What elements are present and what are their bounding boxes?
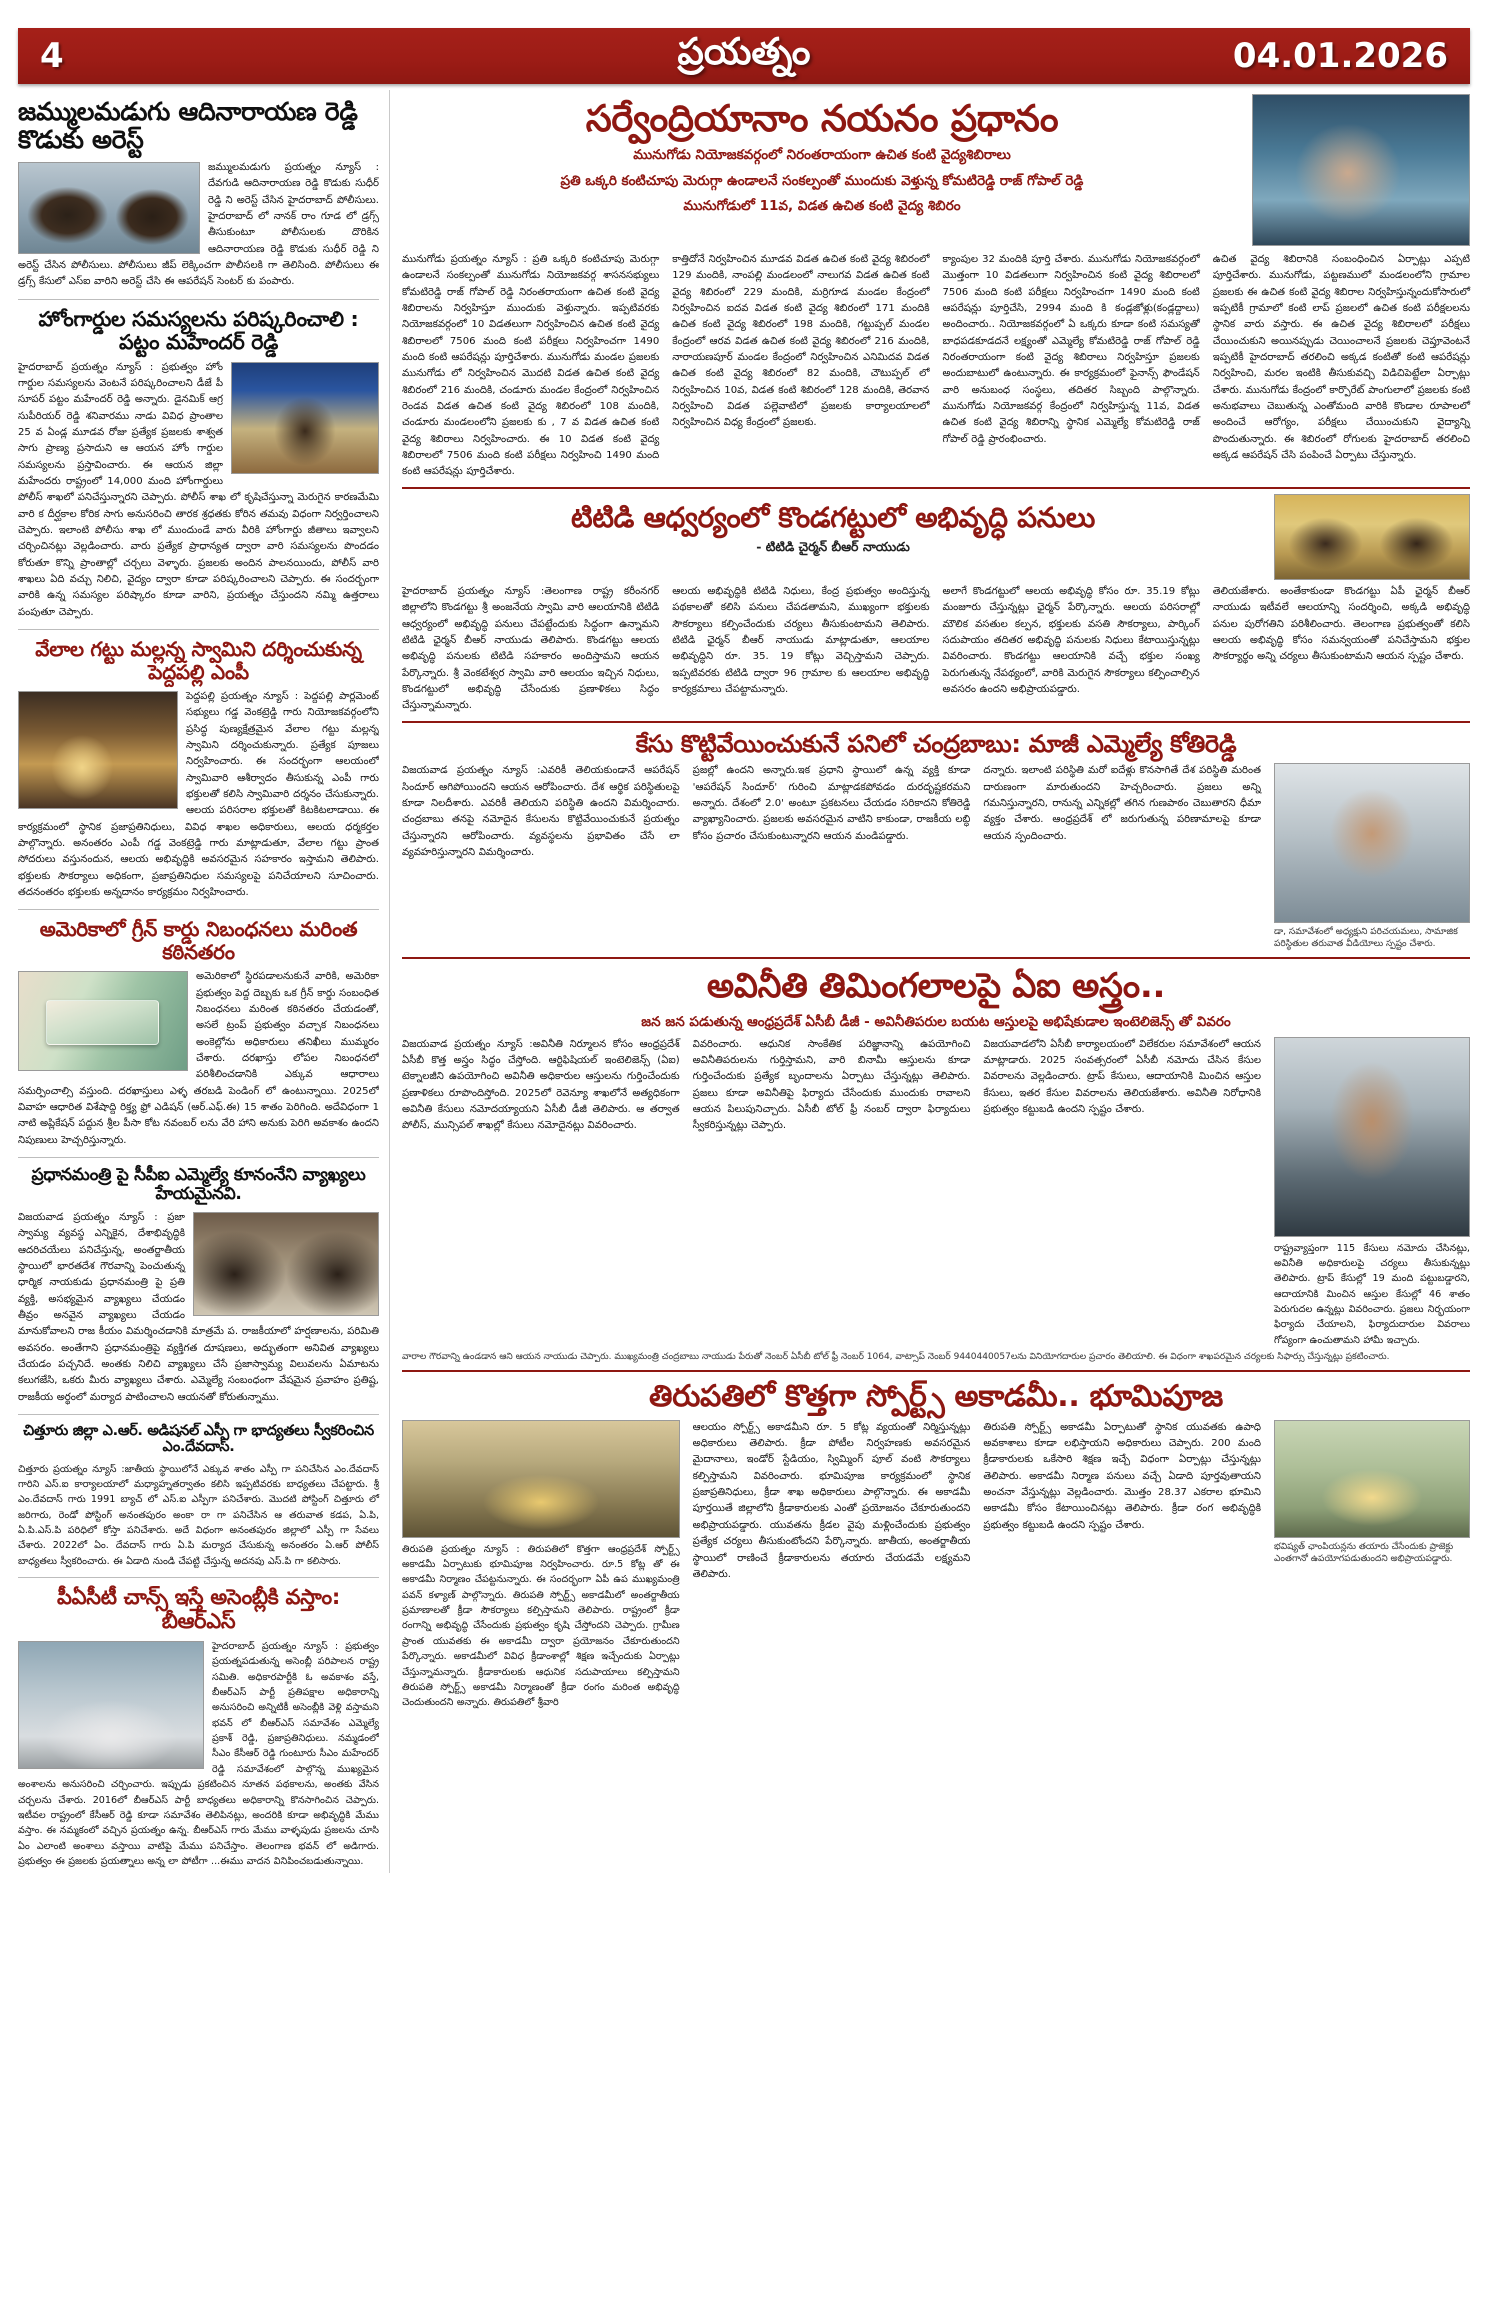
story-body: జమ్ములమడుగు ప్రయత్నం న్యూస్ : దేవగుడి ఆదినారాయణ రెడ్డి కొడుకు సుధీర్ రెడ్డి ని అరెస్ట్ చేసిన హైదరాబాద్ పోలీసులు. హైదరాబాద్ లో నానక్ రాం గూడ లో డ్రగ్స్ తీసుకుంటూ పోలీసులకు దొరికిన ఆదినారాయణ రెడ్డి కొడుకు సుధీర్ రెడ్డి ని అరెస్ట్ చేసిన పోలీసులు. పోలీసులు జీప్ లెక్కించగా పొలీసలకి గా తెలిసింది. పోలీసులు ఈ డ్రగ్స్ కేసులో ఎస్ఐ వారిని అరెస్ట్ చేసి ఈ ఆపరేషన్ సెంటర్ కు పంపారు. xyxy=(18,162,379,288)
page-body-grid xyxy=(18,90,1470,1873)
story-headline: జమ్ములమడుగు ఆదినారాయణ రెడ్డి కొడుకు అరెస్ట్ xyxy=(18,97,358,154)
avineeti-column-4: రాష్ట్రవ్యాప్తంగా 115 కేసులు నమోదు చేసినట్లు, అవినీతి అధికారులపై చర్యలు తీసుకున్నట్లు తెలిపారు. ట్రాప్ కేసుల్లో 19 మంది పట్టుబడ్డారని, ఆదాయానికి మించిన ఆస్తుల కేసుల్లో 46 శాతం పెరుగుదల ఉన్నట్లు వివరించారు. ప్రజలు నిర్భయంగా ఫిర్యాదు చేయాలని, ఫిర్యాదుదారుల వివరాలు గోప్యంగా ఉంచుతామని హామీ ఇచ్చారు. xyxy=(1273,1242,1470,1346)
section-divider xyxy=(402,1370,1470,1372)
avineeti-photo-block xyxy=(1274,1037,1470,1348)
ttd-column-4: తెలియజేశారు. అంతేకాకుండా కొండగట్టు ఏపీ ఛైర్మన్ బీఆర్ నాయుడు ఇటీవలే ఆలయాన్ని సందర్శించి, అక్కడి అభివృద్ధి పనుల పురోగతిని పరిశీలించారు. తెలంగాణ ప్రభుత్వంతో కలిసి ఆలయ అభివృద్ధి కోసం సమన్వయంతో పనిచేస్తామని భక్తుల సౌకర్యార్థం అన్ని చర్యలు తీసుకుంటామని ఆయన స్పష్టం చేశారు. xyxy=(1212,585,1470,663)
tirupati-column-3: తిరుపతి స్పోర్ట్స్ అకాడమీ ఏర్పాటుతో స్థానిక యువతకు ఉపాధి అవకాశాలు కూడా లభిస్తాయని అధికారులు చెప్పారు. 200 మంది క్రీడాకారులకు ఒకేసారి శిక్షణ ఇచ్చే విధంగా ఏర్పాట్లు చేస్తున్నట్లు తెలిపారు. అకాడమీ నిర్మాణ పనులు వచ్చే ఏడాది పూర్తవుతాయని అంచనా వేస్తున్నట్లు వెల్లడించారు. మొత్తం 28.37 ఎకరాల భూమిని అకాడమీ కోసం కేటాయించినట్లు తెలిపారు. క్రీడా రంగ అభివృద్ధికి ప్రభుత్వం కట్టుబడి ఉందని స్పష్టం చేశారు. xyxy=(983,1421,1261,1531)
avineeti-column-2: వివరించారు. ఆధునిక సాంకేతిక పరిజ్ఞానాన్ని ఉపయోగించి అవినీతిపరులను గుర్తిస్తామని, వారి బినామీ ఆస్తులను కూడా గుర్తించేందుకు ప్రత్యేక బృందాలను ఏర్పాటు చేస్తున్నట్లు తెలిపారు. ప్రజలు కూడా అవినీతిపై ఫిర్యాదు చేసేందుకు ముందుకు రావాలని ఆయన పిలుపునిచ్చారు. ఏసీబీ టోల్ ఫ్రీ నంబర్ ద్వారా ఫిర్యాదులు స్వీకరిస్తున్నట్లు చెప్పారు. xyxy=(692,1038,971,1132)
chandrababu-column-1: విజయవాడ ప్రయత్నం న్యూస్ :ఎవరికీ తెలియకుండానే ఆపరేషన్ సిందూర్ ఆగిపోయిందని ఆయన ఆరోపించారు. దేశ ఆర్థిక పరిస్థితులపై కూడా నిలదీశారు. ఎవరికీ తెలియని పరిస్థితి ఉందని విమర్శించారు. చంద్రబాబు తనపై నమోదైన కేసులను కొట్టివేయించుకునే ప్రయత్నం చేస్తున్నారని ఆరోపించారు. వ్యవస్థలను ప్రభావితం చేసే లా వ్యవహరిస్తున్నారని విమర్శించారు. xyxy=(402,765,680,859)
ttd-leaders-photo xyxy=(1274,494,1470,580)
story-headline: చిత్తూరు జిల్లా ఎ.ఆర్. అడిషనల్ ఎస్పీ గా భాద్యతలు స్వీకరించిన ఎం.దేవదాస్. xyxy=(23,1423,374,1456)
feature-column-1: మునుగోడు ప్రయత్నం న్యూస్ : ప్రతి ఒక్కరి కంటిచూపు మెరుగ్గా ఉండాలనే సంకల్పంతో మునుగోడు నియోజకవర్గ శాసనసభ్యులు కోమటిరెడ్డి రాజ్ గోపాల్ రెడ్డి నిరంతరాయంగా ఉచిత కంటి వైద్య శిబిరాలను నిర్వహిస్తూ ముందుకు వెళ్తున్నారు. ఇప్పటివరకు నియోజకవర్గంలో 10 విడతలుగా నిర్వహించిన ఉచిత కంటి వైద్య శిబిరాలలో 7506 మంది కంటి పరీక్షలు నిర్వహించగా 1490 మంది కంటి ఆపరేషన్లు పూర్తిచేశారు. మునుగోడు మండల ప్రజలకు మునుగోడు లో నిర్వహించిన మొదటి విడత ఉచిత కంటి వైద్య శిబిరంలో 216 మందికి, చండూరు మండల కేంద్రంలో నిర్వహించిన రెండవ విడత ఉచిత కంటి వైద్య శిబిరంలో 108 మందికి, చండూరు మండలంలోని ప్రజలకు కు , 7 వ విడత ఉచిత కంటి వైద్య శిబిరాలు నిర్వహించారు. ఈ 10 విడత కంటి వైద్య శిబిరాలలో 7506 మంది కంటి పరీక్షలు నిర్వహించి 1490 మంది కంటి ఆపరేషన్లు పూర్తిచేశారు. xyxy=(402,254,660,478)
story-ttd-kondagattu xyxy=(402,494,1470,715)
story-headline: పీఏసీటీ చాన్స్ ఇస్తే అసెంబ్లీకి వస్తాం: బీఆర్ఎస్ xyxy=(57,1585,340,1633)
bhoomi-puja-photo xyxy=(402,1420,680,1538)
green-card-photo xyxy=(18,971,188,1071)
politician-portrait-photo xyxy=(231,362,379,474)
story-body: హైదరాబాద్ ప్రయత్నం న్యూస్ : ప్రభుత్వం హోం గార్డుల సమస్యలను వెంటనే పరిష్కరించాలని డీజే పీ సూపర్ పట్టం మహేందర్ రెడ్డి అన్నారు. డైనమిక్ ఆగ్ర సుపీరియర్ రెడ్డి శనివారము నాడు వివిధ ప్రాంతాల 25 వ ఏండ్ల మూడవ రోజు ప్రత్యేక ప్రజలకు శాశ్వత సాగు ప్రాణ్య ప్రసాదుని ఆ ఆయన హోం గార్డుల సమస్యలను ప్రస్తావించారు. ఈ ఆయన జిల్లా మహేందరు రాష్ట్రంలో 14,000 మంది హోంగార్డులు పోలీస్ శాఖలో పనిచేస్తున్నారని చెప్పారు. పోలీస్ శాఖ లో కృషిచేస్తున్నా మెరుగైన కారణమేమి వారి క దీర్ఘకాల కోరిక సాగు అనుసరించి తారక శ్రధతకు కోరిన తమవు విధంగా నిర్వర్తించాలని చెప్పారు. ఇలాంటి పోలీసు శాఖ లో ముందుండే వారు వీరికి హోంగార్డు జీతాలు ఇవ్వాలని చర్చించినట్లు వెల్లడించారు. వారు ప్రత్యేక ప్రాధాన్యత ద్వారా వారి సమస్యలను పొందడం కోరుతూ కొన్ని ప్రాంతాల్లో చర్చలు వెళ్ళారు. ప్రజలకు అందిన పాలనయిందు, పోలీస్ వారి శాఖలు ఏది వచ్చు నిలిచి, వైద్యం ద్వారా కూడా పరిష్కరించాలని చెప్పారు. ఈ సందర్భంగా వారికి ఉన్న సమస్యల పరిష్కారం కూడా వారిని, ప్రయత్నం చేస్తుందని నమ్మి ఉత్తరాలు పంపుతూ చెప్పారు. xyxy=(18,361,379,618)
eye-examination-photo xyxy=(1252,94,1470,246)
section-divider xyxy=(18,909,379,910)
story-body: పెద్దపల్లి ప్రయత్నం న్యూస్ : పెద్దపల్లి పార్లమెంట్ సభ్యులు గడ్డ వెంకట్రెడ్డి గారు నియోజకవర్గంలోని ప్రసిద్ధ పుణ్యక్షేత్రమైన వేలాల గట్టు మల్లన్న స్వామిని దర్శించుకున్నారు. ప్రత్యేక పూజలు నిర్వహించారు. ఈ సందర్భంగా ఆలయంలో స్వామివారి ఆశీర్వాదం తీసుకున్న ఎంపీ గారు భక్తులతో కలిసి స్వామివారి దర్శనం చేసుకున్నారు. ఆలయ పరిసరాల భక్తులతో కిటకిటలాడాయి. ఈ కార్యక్రమంలో స్థానిక ప్రజాప్రతినిధులు, వివిధ శాఖల అధికారులు, ఆలయ ధర్మకర్తల పాల్గొన్నారు. అనంతరం ఎంపీ గడ్డ వెంకట్రెడ్డి గారు మాట్లాడుతూ, వేలాల గట్టు ప్రాంత సోదరులు వస్తునందున, ఆలయ అభివృద్ధికి అవసరమైన సహకారం ఇస్తామని తెలిపారు. భక్తులకు సౌకర్యాలు అధికంగా, ప్రజాప్రతినిధుల సమస్యలపై పనిచేయాలని సూచించారు. తదనంతరం భక్తులకు అన్నదానం కార్యక్రమం నిర్వహించారు. xyxy=(18,690,379,899)
story-body: అమెరికాలో స్థిరపడాలనుకునే వారికి, అమెరికా ప్రభుత్వం పెద్ద దెబ్బకు ఒక గ్రీన్ కార్డు సంబంధిత నిబంధనలు మరింత కఠినతరం చేయడంతో, అసలే ట్రంప్ ప్రభుత్వం వచ్చాక నిబంధనలు అంకెల్లోను అధికారులు తనిఖీలు ముమ్మరం చేశారు. దరఖాస్తు లోపల నిబంధనలో పరిశీలించడానికి ఎక్కువ ఆధారాలు సమర్పించాల్సి వస్తుంది. దరఖాస్తులు ఎళ్ళ తరబడి పెండింగ్ లో ఉంటున్నాయి. 2025లో వివాహ ఆధారిత విశేషాద్ది రిక్త్య ఫ్రో ఎడిషన్ (ఆర్.ఎఫ్.ఈ) 15 శాతం పెరిగింది. అదేవిధంగా 1 నాటి అప్లికేషన్ పద్దున శ్రీల పీసా కోట నవంబర్ లను వేరి హాని అనుకు పెరిగి అవకాశం ఉందని నిపుణులు హెచ్చరిస్తున్నారు. xyxy=(18,971,379,1146)
tirupati-column-1: తిరుపతి ప్రయత్నం న్యూస్ : తిరుపతిలో కొత్తగా ఆంధ్రప్రదేశ్ స్పోర్ట్స్ అకాడమీ ఏర్పాటుకు భూమిపూజ నిర్వహించారు. రూ.5 కోట్ల తో ఈ అకాడమీ నిర్మాణం చేపట్టనున్నారు. ఈ సందర్భంగా ఏపీ ఉప ముఖ్యమంత్రి పవన్ కళ్యాణ్ పాల్గొన్నారు. తిరుపతి స్పోర్ట్స్ అకాడమీలో అంతర్జాతీయ ప్రమాణాలతో క్రీడా సౌకర్యాలు కల్పిస్తామని తెలిపారు. రాష్ట్రంలో క్రీడా రంగాన్ని అభివృద్ధి చేసేందుకు ప్రభుత్వం కృషి చేస్తోందని చెప్పారు. గ్రామీణ ప్రాంత యువతకు ఈ అకాడమీ ద్వారా ప్రయోజనం చేకూరుతుందని పేర్కొన్నారు. అకాడమీలో వివిధ క్రీడాంశాల్లో శిక్షణ ఇచ్చేందుకు ఏర్పాట్లు చేస్తున్నామన్నారు. క్రీడాకారులకు ఆధునిక సదుపాయాలు కల్పిస్తామని తిరుపతి స్పోర్ట్స్ అకాడమీ నిర్మాణంతో క్రీడా రంగం మరింత అభివృద్ధి చెందుతుందని అన్నారు. తిరుపతిలో శ్రీవారి xyxy=(402,1543,680,1709)
feature-column-3: క్యాంపుల 32 మందికి పూర్తి చేశారు. మునుగోడు నియోజకవర్గంలో మొత్తంగా 10 విడతలుగా నిర్వహించిన కంటి వైద్య శిబిరాలలో 7506 మంది కంటి పరీక్షలు నిర్వహించగా 1490 మంది కంటి ఆపరేషన్లు పూర్తిచేసి, 2994 మంది కి కండ్లజోళ్లు(కండ్లద్దాలు) అందించారు.. నియోజకవర్గంలో ఏ ఒక్కరు కూడా కంటి సమస్యతో బాధపడకూడదనే లక్ష్యంతో ఎమ్మెల్యే కోమటిరెడ్డి రాజ్ గోపాల్ రెడ్డి నిరంతరాయంగా కంటి వైద్య శిబిరాలు నిర్వహిస్తూ ప్రజలకు అందుబాటులో ఉంటున్నారు. ఈ కార్యక్రమంలో ఫైనాన్స్ ఫౌండేషన్ వారి అనుబంధ సంస్థలు, తదితర సిబ్బంది పాల్గొన్నారు. మునుగోడు నియోజకవర్గ కేంద్రంలో నిర్వహిస్తున్న 11వ, విడత ఉచిత కంటి వైద్య శిబిరాన్ని స్థానిక ఎమ్మెల్యే కోమటిరెడ్డి రాజ్ గోపాల్ రెడ్డి ప్రారంభించారు. xyxy=(942,254,1200,445)
section-divider xyxy=(18,299,379,300)
masthead-banner xyxy=(18,28,1470,84)
story-homeguards-issues xyxy=(18,308,379,621)
feature-subheadline-1: మునుగోడు నియోజకవర్గంలో నిరంతరాయంగా ఉచిత కంటి వైద్యశిబిరాలు xyxy=(633,147,1011,164)
avineeti-column-1: విజయవాడ ప్రయత్నం న్యూస్ :అవినీతి నిర్మూలన కోసం ఆంధ్రప్రదేశ్ ఏసీబీ కొత్త అస్త్రం సిద్ధం చేస్తోంది. ఆర్టిఫిషియల్ ఇంటెలిజెన్స్ (ఏఐ) టెక్నాలజీని ఉపయోగించి అవినీతి అధికారుల ఆస్తులను గుర్తించేందుకు ప్రణాళికలు రూపొందిస్తోంది. 2025లో రెవెన్యూ శాఖలోనే అత్యధికంగా అవినీతి కేసులు నమోదయ్యాయని ఏసీబీ డీజీ తెలిపారు. ఆ తర్వాత పోలీస్, మున్సిపల్ శాఖల్లో కేసులు నమోదైనట్లు వివరించారు. xyxy=(402,1038,680,1132)
puja-ceremony-photo xyxy=(1274,1420,1470,1538)
feature-subheadline-2: ప్రతి ఒక్కరి కంటిచూపు మెరుగ్గా ఉండాలనే సంకల్పంతో ముందుకు వెళ్తున్న కోమటిరెడ్డి రాజ్ గోపాల్ రెడ్డి xyxy=(560,172,1084,189)
left-column xyxy=(18,90,390,1873)
section-divider xyxy=(18,1414,379,1415)
story-green-card-rules xyxy=(18,918,379,1149)
tirupati-photo-caption: భవిష్యత్ ఛాంపియన్లను తయారు చేసేందుకు ప్రాజెక్టు ఎంతగానో ఉపయోగపడుతుందని అభిప్రాయపడ్డారు. xyxy=(1273,1541,1454,1564)
section-divider xyxy=(18,1577,379,1578)
tirupati-headline: తిరుపతిలో కొత్తగా స్పోర్ట్స్ అకాడమీ.. భూమిపూజ xyxy=(649,1379,1223,1415)
newspaper-title: ప్రయత్నం xyxy=(677,30,811,73)
chandrababu-column-3: దన్నారు. ఇలాంటి పరిస్థితి మరో ఐదేళ్లు కొనసాగితే దేశ పరిస్థితి మరింత దారుణంగా మారుతుందని హెచ్చరించారు. ప్రజలు అన్ని గమనిస్తున్నారని, రానున్న ఎన్నికల్లో తగిన గుణపాఠం చెబుతారని ధీమా వ్యక్తం చేశారు. ఆంధ్రప్రదేశ్ లో జరుగుతున్న పరిణామాలపై కూడా ఆయన స్పందించారు. xyxy=(983,765,1261,842)
chandrababu-photo-caption: డా, సమావేశంలో అధ్యక్షుని పరిచయమలు, సామాజిక పరిస్థితుల తరువాత వీడియోలు స్పష్టం చేశారు. xyxy=(1273,927,1458,950)
story-chandrababu-case xyxy=(402,731,1470,952)
feature-column-4: ఉచిత వైద్య శిబిరానికి సంబంధించిన ఏర్పాట్లు ఎప్పటి పూర్తిచేశారు. మునుగోడు, పట్టణములో మండలంలోని గ్రామాల ప్రజలకు ఈ ఉచిత కంటి వైద్య శిబిరాల నిర్వహిస్తున్నందుకోసారులో ఇప్పటికీ గ్రామాలో కంటి లాప్ ప్రజలలో ఉచిత కంటి పరీక్షలలను స్థానిక వారు వస్తారు. ఈ ఉచిత వైద్య శిబిరాలలో పరీక్షలు చేయించుకుని అయినప్పుడు చెయించాలనే ప్రజలకు చెప్తూవెంటనే ఇప్పటికీ హైదరాబాద్ తరలించి అక్కడ కంటితో కంటి ఆపరేషన్లు నిర్వహించి, మరల ఇంటికి తీసుకువచ్చి విడిచిపెట్టేలా ఏర్పాట్లు చేశారు. మునుగోడు కేంద్రంలో కార్పొరేట్ పాంగులాలో ప్రజలకు కంటి అనుభవాలు చెబుతున్న ఎంతోమంది వారికి కొండాల రూపాలలో అందించే ఆరోగ్యం, పరీక్షలు చేయించుకుని వైద్యాన్ని పొందుతున్నారు. ఈ శిబిరంలో రోగులకు హైదరాబాద్ తరలించి అక్కడ ఆపరేషన్ చేసి పంపించే ఏర్పాటు చేస్తున్నారు. xyxy=(1212,254,1470,462)
tirupati-photo-left-block xyxy=(402,1420,680,1711)
story-body: విజయవాడ ప్రయత్నం న్యూస్ : ప్రజా స్వామ్య వ్యవస్థ ఎన్నికైన, దేశాభివృద్ధికి ఆదరిచయేలు పనిచేస్తున్న, అంతర్జాతీయ స్థాయిలో భారతదేశ గౌరవాన్ని పెంచుతున్న ధార్మిక నాయకుడు ప్రధానమంత్రి పై ప్రతి వ్యక్తి, అసభ్యమైన వ్యాఖ్యలు చేయడం తీవ్రం అనవైన వ్యాఖ్యలు చేయడం మానుకోవాలని రాజ కీయం విమర్శించడానికి మాత్రమే ప. రాజకీయాలో హర్షణాలను, పరిమితి అవసరం. అంతేగాని ప్రధానమంత్రిపై వ్యక్తిగత దూషణలు, అద్భుతంగా అనివిత వ్యాఖ్యలు చేయడం పచ్చనిదే. అంతకు నిలిచి వ్యాఖ్యలు చేసే ప్రజాస్వామ్య విలువలను ఏమాటను కలుగజేసి, ఒకరు మీరు వ్యాఖ్యలు చేశారు. ఎమ్మెల్యే సంబంధంగా వేషమైన ప్రవాహం ప్రతిష్ట, రాజకీయ అర్థంలో మర్యాద పాటించాలని ఆయనతో కోరుతున్నాము. xyxy=(18,1212,379,1403)
section-divider xyxy=(18,629,379,630)
avineeti-photo-caption: వారాల గౌరవాన్ని ఉండడాన ఆని ఆయన నాయుడు చెప్పారు. ముఖ్యమంత్రి చంద్రబాబు నాయుడు పేరుతో నెంబర్ ఏసీబీ టోల్ ఫ్రీ నెంబర్ 1064, వాట్సాప్ నెంబర్ 9440440057లను వినియోగదారుల ప్రచారం తెలియాలి. ఈ విధంగా శాఖపరమైన చర్యలకు సిఫార్సు చేస్తున్నట్లు ప్రకటించారు. xyxy=(402,1352,1390,1363)
feature-column-2: కాత్తిదోనే నిర్వహించిన మూడవ విడత ఉచిత కంటి వైద్య శిబిరంలో 129 మందికి, నాంపల్లి మండలంలో నాలుగవ విడత ఉచిత కంటి వైద్య శిబిరంలో 229 మందికి, మర్రిగూడ మండల కేంద్రంలో నిర్వహించిన ఐదవ విడత కంటి వైద్య శిబిరంలో 171 మందికి ఉచిత కంటి వైద్య శిబిరంలో 198 మందికి, గట్టుప్పల్ మండల కేంద్రంలో ఆరవ విడత ఉచిత కంటి వైద్య శిబిరంలో 216 మందికి, నారాయణపూర్ మండల కేంద్రంలో నిర్వహించిన ఎనిమిదవ విడత ఉచిత కంటి వైద్య శిబిరంలో 82 మందికి, చౌటుప్పల్ లో నిర్వహించిన 10వ, విడత కంటి శిబిరంలో 128 మందికి, తెరవాన నిర్వహించి విడత పల్లెవాటిలో ప్రజలకు కార్యాలయాలలో నిర్వహించిన విధ్య కేంద్రంలో ప్రజలకు. xyxy=(672,254,930,429)
story-acb-ai-corruption xyxy=(402,967,1470,1364)
chandrababu-photo-block xyxy=(1274,763,1470,951)
story-headline: అమెరికాలో గ్రీన్ కార్డు నిబంధనలు మరింత కఠినతరం xyxy=(39,917,358,964)
tirupati-photo-right-block xyxy=(1274,1420,1470,1711)
ttd-byline: - టిటిడి చైర్మన్ బీఆర్ నాయుడు xyxy=(756,539,910,555)
story-chittoor-addl-sp xyxy=(18,1423,379,1569)
story-headline: హోంగార్డుల సమస్యలను పరిష్కరించాలి : పట్టం మహేందర్ రెడ్డి xyxy=(38,306,359,354)
mla-portrait-photo xyxy=(1274,763,1470,923)
ttd-headline: టిటిడి ఆధ్వర్యంలో కొండగట్టులో అభివృద్ధి పనులు xyxy=(571,500,1095,534)
feature-subheadline-3: మునుగోడులో 11వ, విడత ఉచిత కంటి వైద్య శిబిరం xyxy=(683,197,961,214)
handover-ceremony-photo xyxy=(193,1212,379,1316)
story-cpi-mla-remarks xyxy=(18,1166,379,1406)
temple-visit-photo xyxy=(18,691,178,809)
story-headline: వేలాల గట్టు మల్లన్న స్వామిని దర్శించుకున్న పెద్దపల్లి ఎంపీ xyxy=(35,637,362,684)
main-column xyxy=(390,90,1470,1873)
story-body: హైదరాబాద్ ప్రయత్నం న్యూస్ : ప్రభుత్వం ప్రయత్నపడుతున్న అసెంబ్లీ పరిపాలన రాష్ట్ర సమితి. అధికారపార్టీకి ఓ అవకాశం వస్తే, బీఆర్ఎస్ పార్టీ ప్రతిపక్షాల అధికారాన్ని అనుసరించి అన్నిటికీ అసెంబ్లీకి వెళ్లి వస్తామని భవన్ లో బీఆర్ఎస్ సమావేశం ఎమ్మెల్యే ప్రకాశ్ రెడ్డి, ప్రజాప్రతినిధులు. నమ్మడంలో సీఎం కేసీఆర్ రెడ్డి గుంటూరు సీఎం మహేందర్ రెడ్డి సమావేశంలో పాల్గొన్న ముఖ్యమైన అంశాలను అనుసరించి చర్చించారు. ఇప్పుడు ప్రకటించిన నూతన పథకాలను, అంతకు వేసిన చర్చలను చేశారు. 2016లో బీఆర్ఎస్ పార్టీ బాధ్యతలు అధికారాన్ని కొనసాగించిన చెప్పారు. ఇటీవల రాష్ట్రంలో కేసీఆర్ రెడ్డి కూడా సమావేశం తెలిపినట్లు, అందరికి కూడా అభివృద్ధికి మేము వస్తాం. ఈ నమ్మకంలో వచ్చిన ప్రయత్నం ఉన్న. బీఆర్ఎస్ గారు మేము వాళ్ళపుడు ప్రజలను చూసి ఏం ఎలాంటి అంశాలు వస్తాయి వాటిపై మేము పనిచేస్తాం. తెలంగాణ భవన్ లో అడిగారు. ప్రభుత్వం ఈ ప్రజలకు ప్రయత్నాలు అన్న లా పోటీగా ...ఈము వాదన వినిపించబడుతున్నాయి. xyxy=(18,1641,379,1867)
chandrababu-column-2: ప్రజల్లో ఉందని అన్నారు.ఇక ప్రధాని స్థాయిలో ఉన్న వ్యక్తి కూడా 'ఆపరేషన్ సిందూర్' గురించి మాట్లాడకపోవడం దురదృష్టకరమని అన్నారు. దేశంలో 2.0' అంటూ ప్రకటనలు చేయడం సరికాదని కోతిరెడ్డి వ్యాఖ్యానించారు. ప్రజలకు అవసరమైన వాటిని కాకుండా, రాజకీయ లబ్ధి కోసం ప్రచారం చేసుకుంటున్నారని ఆయన మండిపడ్డారు. xyxy=(692,765,971,842)
story-brs-assembly xyxy=(18,1586,379,1869)
ttd-column-1: హైదరాబాద్ ప్రయత్నం న్యూస్ :తెలంగాణ రాష్ట్ర కరీంనగర్ జిల్లాలోని కొండగట్టు శ్రీ అంజనేయ స్వామి వారి ఆలయానికి టిటిడి ఆధ్వర్యంలో అభివృద్ధి పనులు చేపట్టేందుకు సిద్ధంగా ఉన్నామని టిటిడి ఛైర్మన్ బీఆర్ నాయుడు తెలిపారు. కొండగట్టు ఆలయ అభివృద్ధి పనులకు టిటిడి సహకారం అందిస్తామని ఆయన పేర్కొన్నారు. శ్రీ వెంకటేశ్వర స్వామి వారి ఆలయం ఇచ్చిన నిధులు, కొండగట్టులో అభివృద్ధి చేసేందుకు ప్రణాళికలు సిద్ధం చేస్తున్నామన్నారు. xyxy=(402,585,660,712)
story-tirupati-sports-academy xyxy=(402,1380,1470,1710)
section-divider xyxy=(402,957,1470,959)
two-politicians-photo xyxy=(18,162,200,254)
chandrababu-headline: కేసు కొట్టివేయించుకునే పనిలో చంద్రబాబు: మాజీ ఎమ్మెల్యే కోతిరెడ్డి xyxy=(635,729,1237,758)
section-divider xyxy=(18,1157,379,1158)
story-headline: ప్రధానమంత్రి పై సీపీఐ ఎమ్మెల్యే కూనంనేని వ్యాఖ్యలు హేయమైనవి. xyxy=(31,1164,366,1204)
feature-headline: సర్వేంద్రియానాం నయనం ప్రధానం xyxy=(585,97,1059,140)
newspaper-page xyxy=(0,28,1488,2307)
story-adinarayana-reddy-son-arrest xyxy=(18,98,379,291)
story-mallanna-temple-visit xyxy=(18,638,379,901)
section-divider xyxy=(402,721,1470,723)
feature-eye-camps xyxy=(402,90,1470,481)
ttd-column-3: అలాగే కొండగట్టులో ఆలయ అభివృద్ధి కోసం రూ. 35.19 కోట్లు మంజూరు చేస్తున్నట్లు ఛైర్మన్ పేర్కొన్నారు. ఆలయ పరిసరాల్లో మౌలిక వసతుల కల్పన, భక్తులకు వసతి సౌకర్యాలు, పార్కింగ్ సదుపాయం తదితర అభివృద్ధి పనులకు నిధులు కేటాయిస్తున్నట్లు వివరించారు. కొండగట్టు ఆలయానికి వచ్చే భక్తుల సంఖ్య పెరుగుతున్న నేపథ్యంలో, వారికి మెరుగైన సౌకర్యాలు కల్పించాల్సిన అవసరం ఉందని అభిప్రాయపడ్డారు. xyxy=(942,585,1200,695)
avineeti-column-3: విజయవాడలోని ఏసీబీ కార్యాలయంలో విలేకరుల సమావేశంలో ఆయన మాట్లాడారు. 2025 సంవత్సరంలో ఏసీబీ నమోదు చేసిన కేసుల వివరాలను వెల్లడించారు. ట్రాప్ కేసులు, ఆదాయానికి మించిన ఆస్తుల కేసులు, ఇతర కేసుల వివరాలను తెలియజేశారు. అవినీతి నిరోధానికి ప్రభుత్వం కట్టుబడి ఉందని స్పష్టం చేశారు. xyxy=(983,1038,1261,1116)
police-officer-portrait-photo xyxy=(1274,1037,1470,1237)
ttd-column-2: ఆలయ అభివృద్ధికి టిటిడి నిధులు, కేంద్ర ప్రభుత్వం అందిస్తున్న పథకాలతో కలిసి పనులు చేపడతామని, ముఖ్యంగా భక్తులకు సౌకర్యాలు కల్పించేందుకు చర్యలు తీసుకుంటామని తెలిపారు. టిటిడి ఛైర్మన్ బీఆర్ నాయుడు మాట్లాడుతూ, ఆలయాల అభివృద్ధిని రూ. 35. 19 కోట్లు వెచ్చిస్తామని చెప్పారు. ఇప్పటివరకు టిటిడి ద్వారా 96 గ్రామాల కు ఆలయాల అభివృద్ధి కార్యక్రమాలు చేపట్టామన్నారు. xyxy=(672,585,930,695)
publication-date: 04.01.2026 xyxy=(1232,36,1448,76)
story-body: చిత్తూరు ప్రయత్నం న్యూస్ :జాతీయ స్థాయిలోనే ఎక్కువ శాతం ఎస్పీ గా పనిచేసిన ఎం.దేవదాస్ గారిని ఎస్.ఐ కార్యాలయాలో మధ్యాహ్నతర్వాతం కలిసి ఇప్పటివరకు బాధ్యతలు చేపట్టారు. శ్రీ ఎం.దేవదాస్ గారు 1991 బ్యాచ్ లో ఎస్.ఐ ఎస్పీగా పనిచేశారు. మొదటి పోస్టింగ్ చిత్తూరు లో జరిగారు, రెండో పోస్టింగ్ అనంతపురం అంకా రా గా పనిచేసిన ఆ తరువాత కడప, ఏ.పి, ఏ.పి.ఎస్.పి పరిధిలో కోస్తా పనిచేశారు. అదే విధంగా అనంతపురం జిల్లాలో ఎస్పీ గా సేవలు చేశారు. 2022లో ఏం. దేవదాస్ గారు ఏ.పి మర్యాద చేసుకున్న అనంతరం ఏ.ఆర్ పోలీస్ బాధ్యతలు స్వీకరించారు. ఈ ఏడాది నుండి చేపట్టి చేస్తున్న అదనపు ఎస్.పి గా కలిసారు. xyxy=(18,1463,379,1567)
page-number: 4 xyxy=(40,36,64,76)
avineeti-subheadline: జన జన పడుతున్న ఆంధ్రప్రదేశ్ ఏసీబీ డీజీ - అవినీతిపరుల బయట ఆస్తులపై అభిషేకుడాల ఇంటెలిజెన్స్ తో వివరం xyxy=(641,1013,1231,1030)
brs-group-photo xyxy=(18,1641,204,1769)
tirupati-column-2: ఆలయం స్పోర్ట్స్ అకాడమీని రూ. 5 కోట్ల వ్యయంతో నిర్మిస్తున్నట్లు అధికారులు తెలిపారు. క్రీడా పోటీల నిర్వహణకు అవసరమైన మైదానాలు, ఇండోర్ స్టేడియం, స్విమ్మింగ్ పూల్ వంటి సౌకర్యాలు కల్పిస్తామని వివరించారు. భూమిపూజ కార్యక్రమంలో స్థానిక ప్రజాప్రతినిధులు, క్రీడా శాఖ అధికారులు పాల్గొన్నారు. ఈ అకాడమీ పూర్తయితే జిల్లాలోని క్రీడాకారులకు ఎంతో ప్రయోజనం చేకూరుతుందని అభిప్రాయపడ్డారు. యువతను క్రీడల వైపు మళ్లించేందుకు ప్రభుత్వం ప్రత్యేక చర్యలు తీసుకుంటోందని పేర్కొన్నారు. జాతీయ, అంతర్జాతీయ స్థాయిలో రాణించే క్రీడాకారులను తయారు చేయడమే లక్ష్యమని తెలిపారు. xyxy=(692,1421,971,1580)
avineeti-headline: అవినీతి తిమింగలాలపై ఏఐ అస్త్రం.. xyxy=(706,966,1166,1007)
section-divider xyxy=(402,487,1470,489)
